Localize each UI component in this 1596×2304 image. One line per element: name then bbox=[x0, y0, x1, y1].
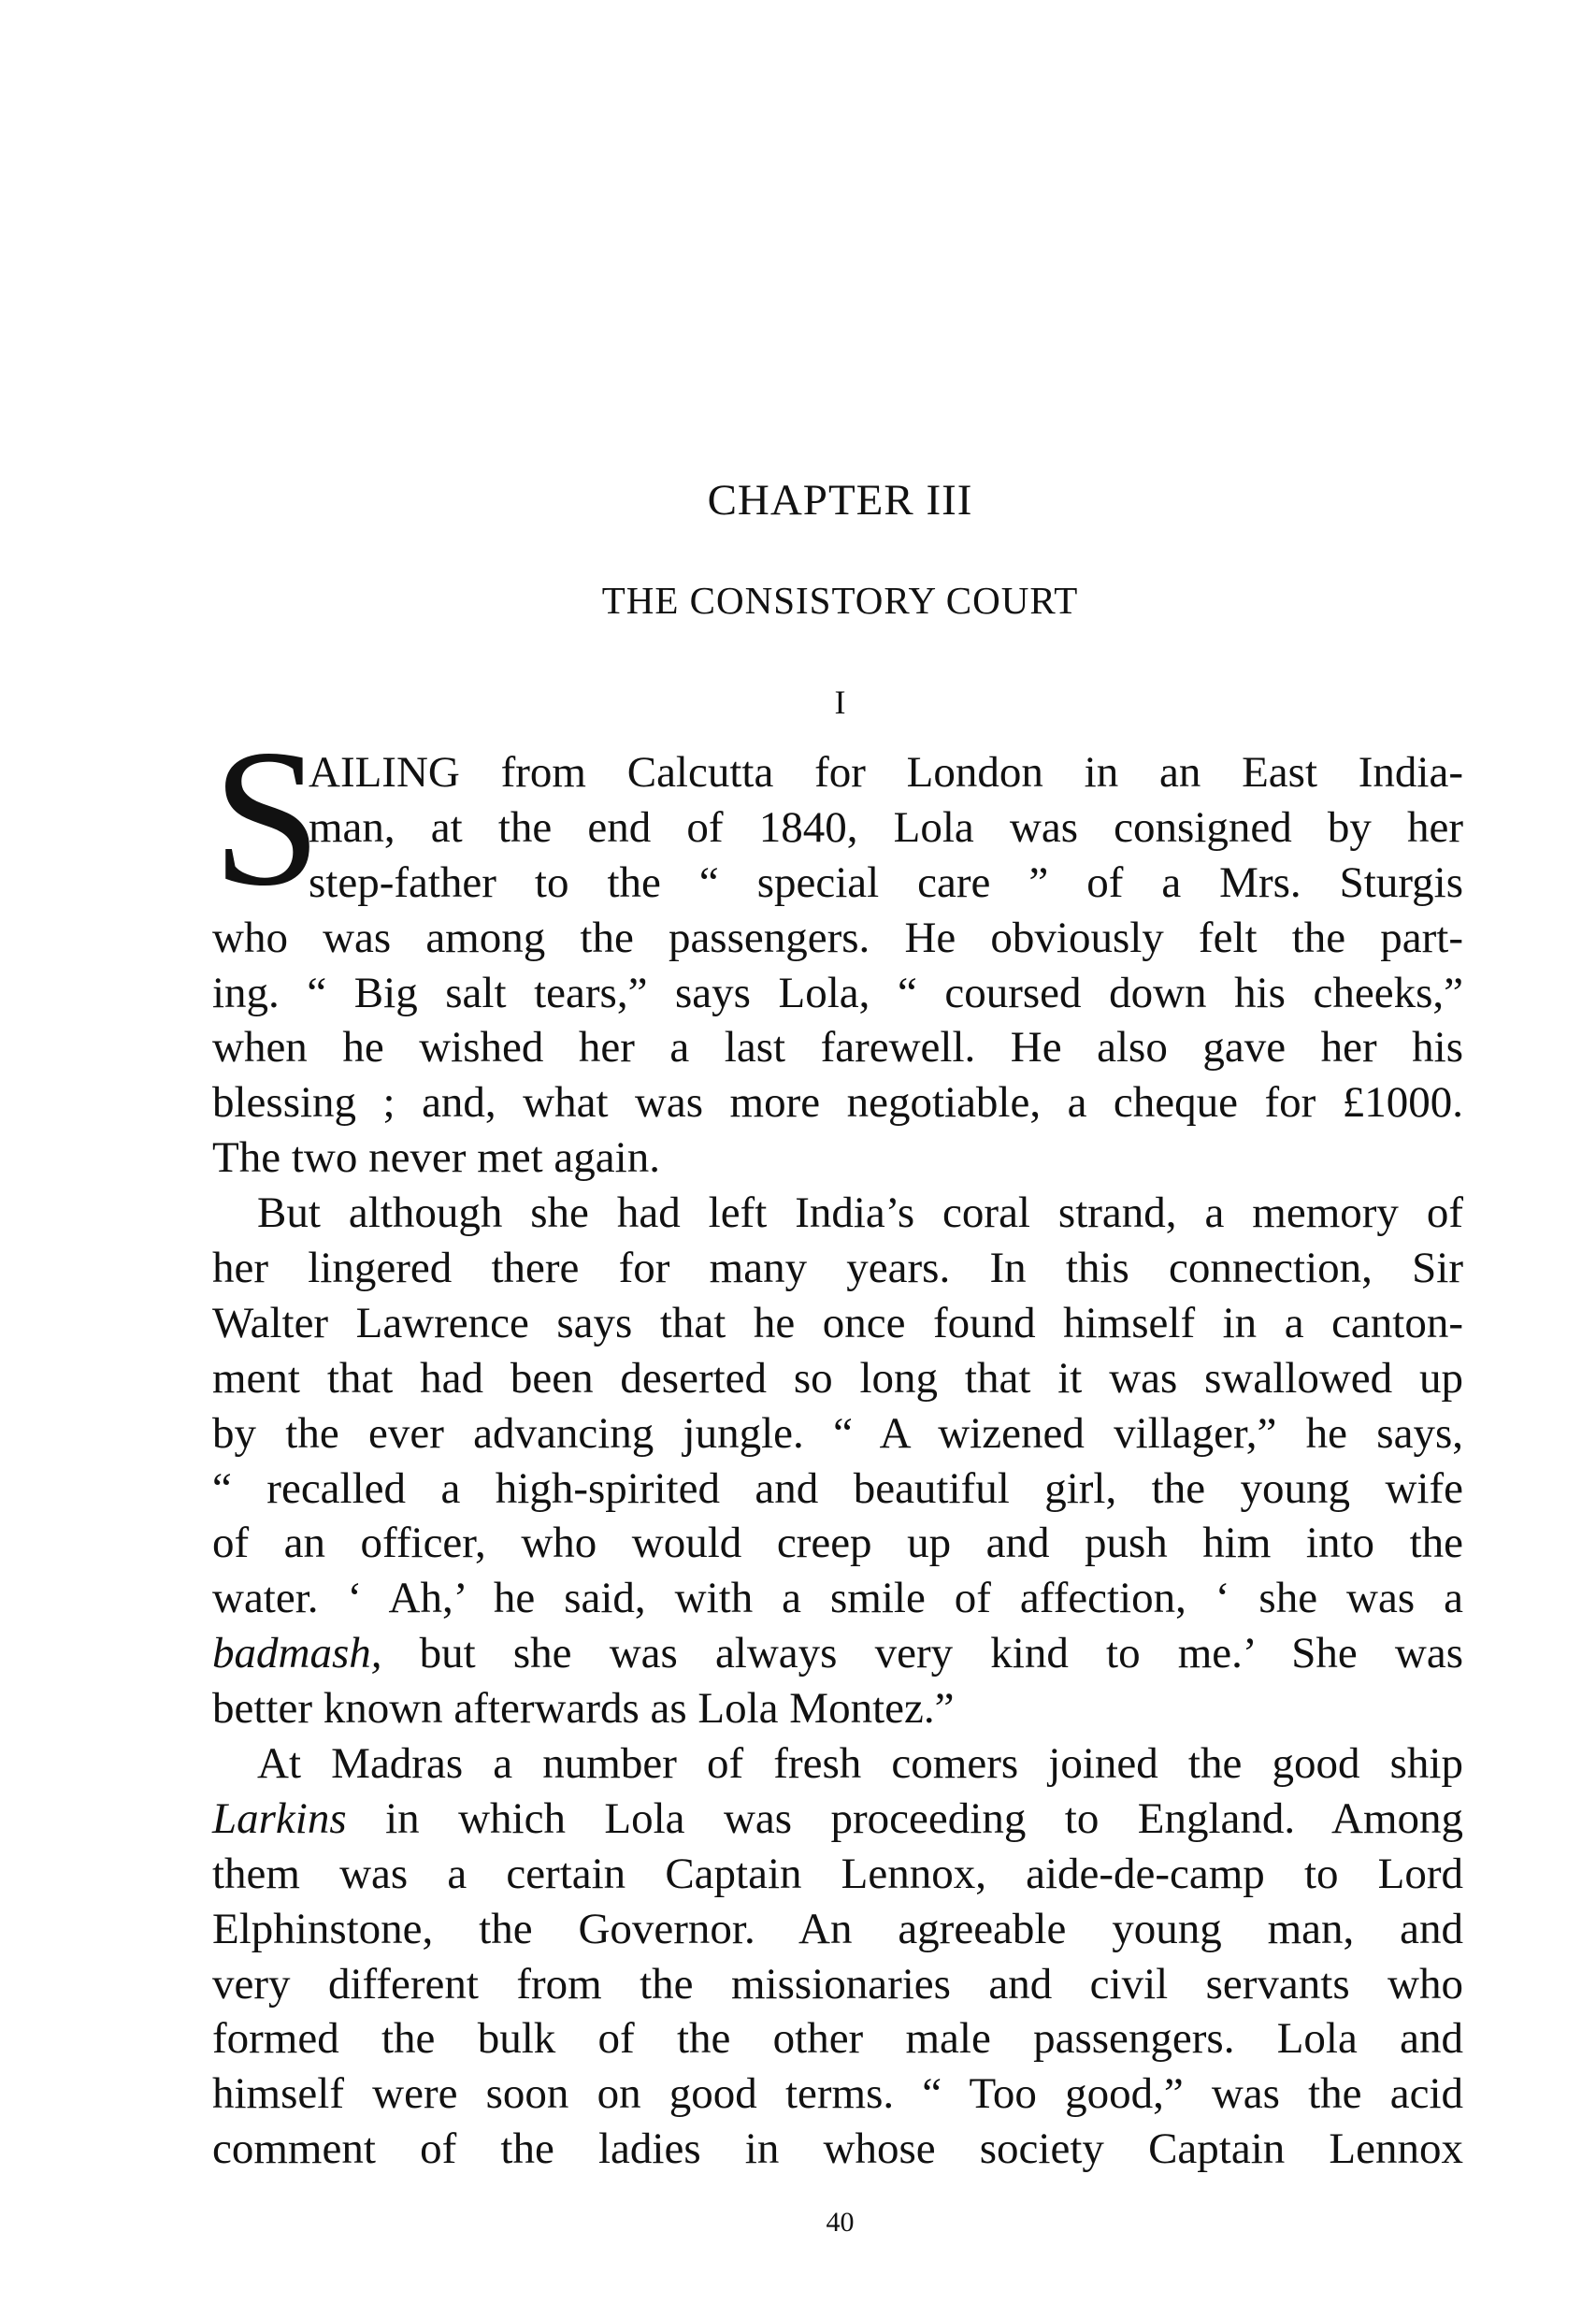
text-line: At Madras a number of fresh comers joined the good ship bbox=[257, 1739, 1463, 1789]
text-line: step-father to the “ special care ” of a Mrs. Sturgis bbox=[309, 857, 1463, 907]
text-line: ment that had been deserted so long that it was swallowed up bbox=[212, 1353, 1463, 1403]
chapter-title: THE CONSISTORY COURT bbox=[601, 579, 1079, 622]
text-line: AILING from Calcutta for London in an East India- bbox=[309, 748, 1463, 797]
text-line-rest: in which Lola was proceeding to England. Among bbox=[385, 1793, 1464, 1843]
text-line bbox=[212, 1626, 1463, 1681]
text-line: man, at the end of 1840, Lola was consigned by her bbox=[309, 802, 1463, 852]
text-line: comment of the ladies in whose society Captain Lennox bbox=[212, 2124, 1463, 2174]
italic-word: badmash, bbox=[212, 1629, 382, 1678]
text-line: himself were soon on good terms. “ Too good,” was the acid bbox=[212, 2069, 1463, 2119]
body-text bbox=[212, 745, 1463, 2177]
text-line: formed the bulk of the other male passengers. Lola and bbox=[212, 2014, 1463, 2064]
text-line-rest: but she was always very kind to me.’ She was bbox=[419, 1629, 1464, 1678]
text-line: by the ever advancing jungle. “ A wizened villager,” he says, bbox=[212, 1408, 1463, 1458]
text-line: Walter Lawrence says that he once found himself in a canton- bbox=[212, 1298, 1463, 1347]
text-line: The two never met again. bbox=[212, 1133, 660, 1183]
text-line: Elphinstone, the Governor. An agreeable young man, and bbox=[212, 1904, 1463, 1953]
text-line: her lingered there for many years. In this connection, Sir bbox=[212, 1244, 1463, 1293]
chapter-number: CHAPTER III bbox=[707, 476, 973, 525]
drop-cap: S bbox=[212, 710, 322, 927]
text-line: water. ‘ Ah,’ he said, with a smile of affection, ‘ she was a bbox=[212, 1574, 1463, 1623]
text-line: when he wished her a last farewell. He also gave her his bbox=[212, 1023, 1463, 1073]
text-line: ing. “ Big salt tears,” says Lola, “ coursed down his cheeks,” bbox=[212, 968, 1463, 1017]
text-line: better known afterwards as Lola Montez.” bbox=[212, 1684, 955, 1734]
text-line: very different from the missionaries and civil servants who bbox=[212, 1959, 1463, 2009]
page-number: 40 bbox=[826, 2207, 855, 2238]
italic-word: Larkins bbox=[212, 1793, 347, 1843]
text-line: who was among the passengers. He obviously felt the part- bbox=[212, 913, 1463, 962]
text-line: of an officer, who would creep up and push him into the bbox=[212, 1519, 1463, 1568]
section-number: I bbox=[834, 684, 846, 721]
text-line bbox=[212, 1792, 1463, 1847]
text-line: blessing ; and, what was more negotiable, a cheque for £1000. bbox=[212, 1078, 1463, 1128]
text-line: But although she had left India’s coral strand, a memory of bbox=[257, 1188, 1463, 1238]
text-line: them was a certain Captain Lennox, aide-de-camp to Lord bbox=[212, 1849, 1463, 1898]
text-line: “ recalled a high-spirited and beautiful girl, the young wife bbox=[212, 1463, 1463, 1513]
